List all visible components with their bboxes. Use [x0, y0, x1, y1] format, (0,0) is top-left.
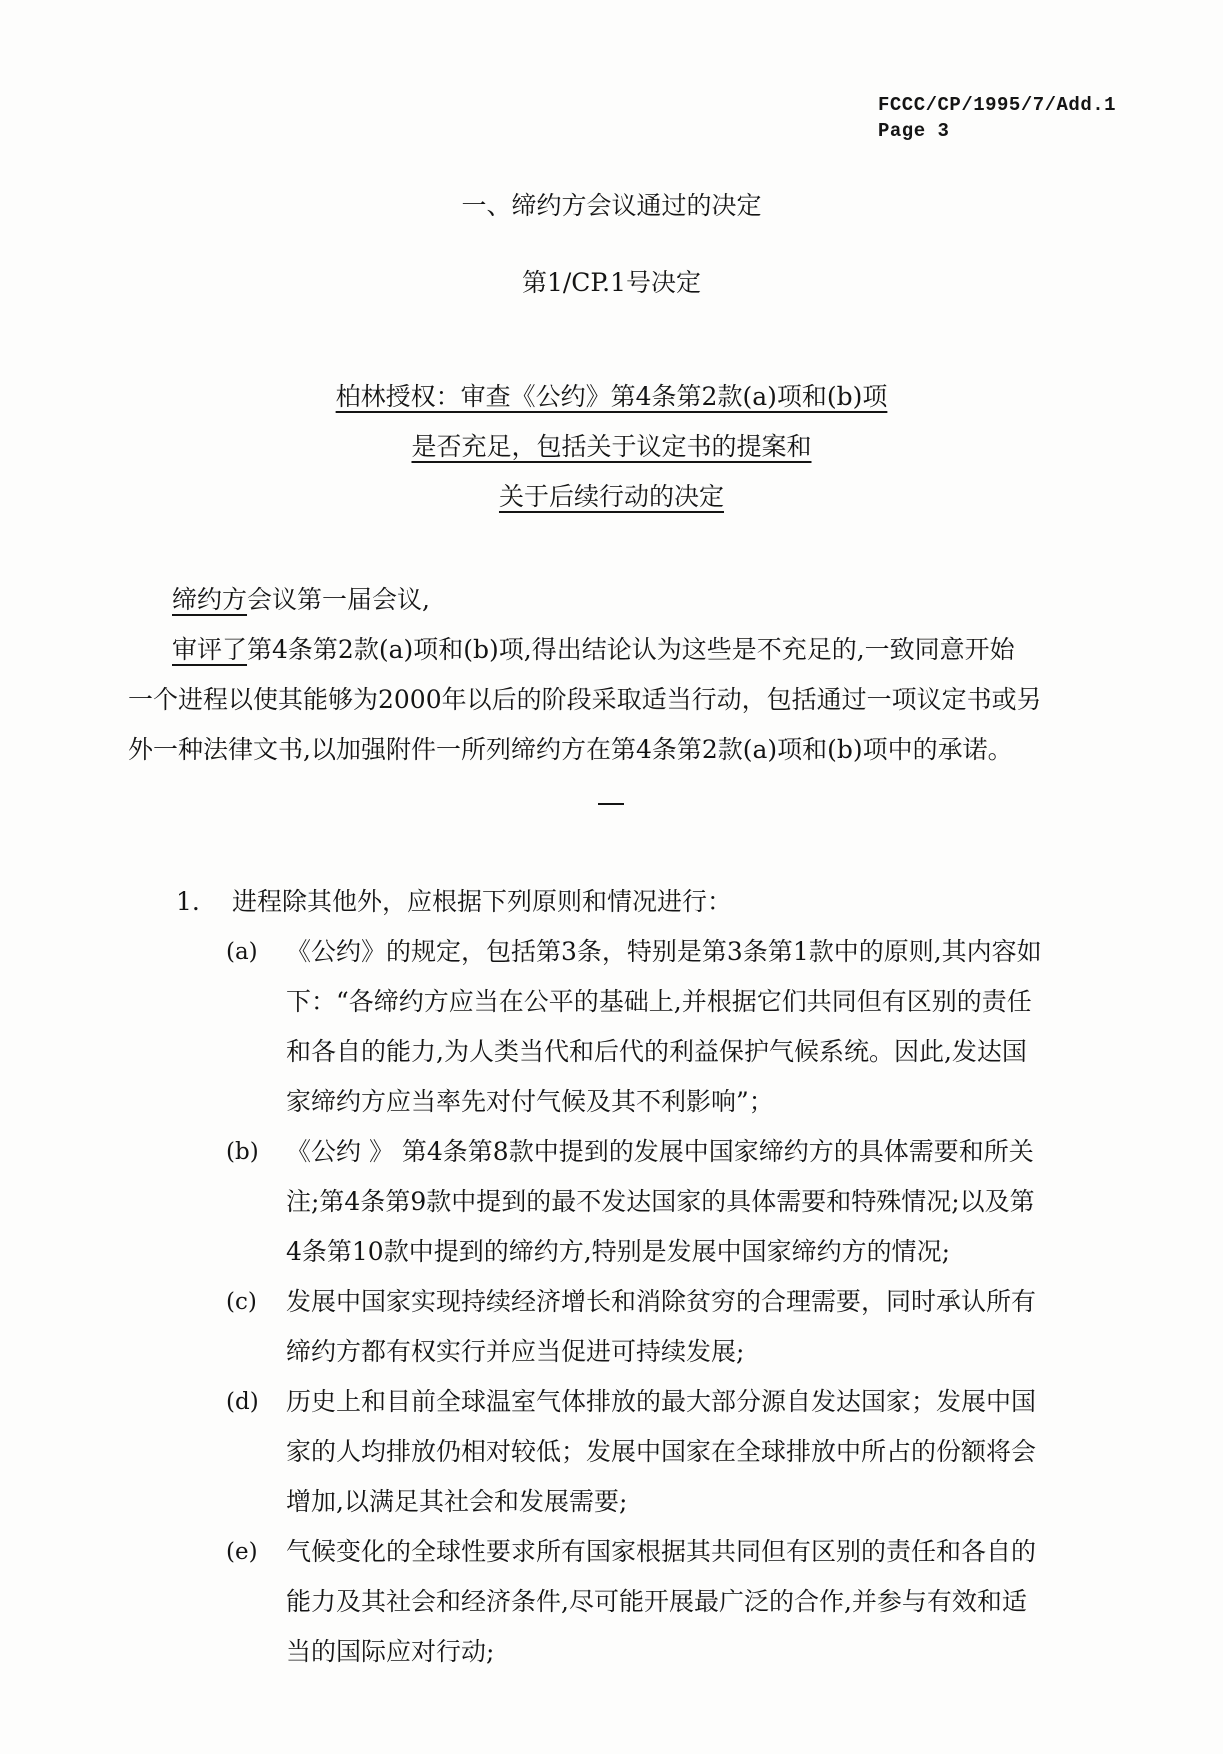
verb-underlined: 审评了 [172, 635, 248, 664]
preamble-line: 一个进程以使其能够为2000年以后的阶段采取适当行动，包括通过一项议定书或另 [128, 685, 1042, 714]
actor-underlined: 缔约方 [172, 585, 248, 614]
document-header [878, 92, 1116, 144]
subparagraph-line: 《公约 》 第4条第8款中提到的发展中国家缔约方的具体需要和所关 [286, 1137, 1034, 1166]
subparagraph-line: 发展中国家实现持续经济增长和消除贫穷的合理需要，同时承认所有 [286, 1287, 1037, 1316]
subparagraph-line: 能力及其社会和经济条件,尽可能开展最广泛的合作,并参与有效和适 [286, 1587, 1027, 1616]
preamble-line [128, 575, 1093, 625]
subparagraph-line: 家的人均排放仍相对较低；发展中国家在全球排放中所占的份额将会 [286, 1437, 1037, 1466]
document-symbol: FCCC/CP/1995/7/Add.1 [878, 94, 1117, 116]
part-marker [598, 803, 624, 805]
paragraph-text: 进程除其他外，应根据下列原则和情况进行： [232, 887, 733, 916]
subparagraph-line: 当的国际应对行动; [286, 1637, 495, 1666]
subject-line: 关于后续行动的决定 [498, 482, 724, 511]
actor-rest: 会议第一届会议, [247, 585, 430, 614]
subparagraph-line: 《公约》的规定，包括第3条，特别是第3条第1款中的原则,其内容如 [286, 937, 1042, 966]
preamble-line [128, 625, 1093, 675]
subparagraph-line: 注;第4条第9款中提到的最不发达国家的具体需要和特殊情况;以及第 [286, 1187, 1035, 1216]
subparagraph-line: 缔约方都有权实行并应当促进可持续发展; [286, 1337, 745, 1366]
subparagraph-line: 4条第10款中提到的缔约方,特别是发展中国家缔约方的情况; [286, 1237, 951, 1266]
subparagraph-label: (e) [226, 1539, 258, 1565]
decision-number: 第1/CP.1号决定 [521, 268, 702, 297]
decision-subject [0, 372, 1223, 522]
subparagraph-label: (d) [226, 1389, 259, 1415]
subparagraph-line: 和各自的能力,为人类当代和后代的利益保护气候系统。因此,发达国 [286, 1037, 1027, 1066]
subparagraph-label: (b) [226, 1139, 259, 1165]
subject-line: 是否充足，包括关于议定书的提案和 [411, 432, 812, 461]
subparagraph-label: (a) [226, 939, 258, 965]
subparagraph-line: 气候变化的全球性要求所有国家根据其共同但有区别的责任和各自的 [286, 1537, 1037, 1566]
paragraph-number: 1. [176, 887, 200, 916]
subparagraph-line: 增加,以满足其社会和发展需要; [286, 1487, 628, 1516]
preamble-text: 第4条第2款(a)项和(b)项,得出结论认为这些是不充足的,一致同意开始 [247, 635, 1015, 664]
subparagraph-label: (c) [226, 1289, 257, 1315]
subparagraph-line: 下：“各缔约方应当在公平的基础上,并根据它们共同但有区别的责任 [286, 987, 1032, 1016]
subparagraph-line: 家缔约方应当率先对付气候及其不利影响”； [286, 1087, 774, 1116]
page-number: Page 3 [878, 120, 950, 142]
preamble [128, 575, 1093, 775]
preamble-line: 外一种法律文书,以加强附件一所列缔约方在第4条第2款(a)项和(b)项中的承诺。 [128, 735, 1013, 764]
section-title: 一、缔约方会议通过的决定 [461, 191, 762, 220]
subparagraph-line: 历史上和目前全球温室气体排放的最大部分源自发达国家；发展中国 [286, 1387, 1037, 1416]
subject-line: 柏林授权：审查《公约》第4条第2款(a)项和(b)项 [335, 382, 888, 411]
